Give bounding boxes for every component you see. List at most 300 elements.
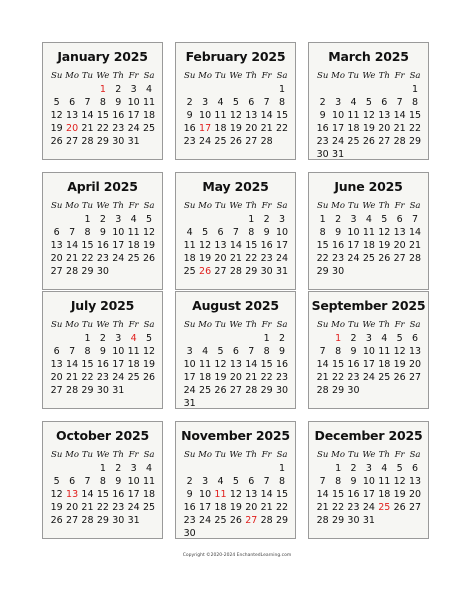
day-cell: 26 <box>229 136 242 147</box>
weekday-header: Th <box>378 320 390 330</box>
month-panel <box>175 42 296 160</box>
day-cell: 24 <box>127 123 140 134</box>
day-cell: 17 <box>362 359 375 370</box>
day-cell: 30 <box>112 136 125 147</box>
day-cell: 19 <box>142 359 156 370</box>
day-cell: 11 <box>199 359 212 370</box>
day-cell: 2 <box>335 214 342 225</box>
empty-cell <box>197 83 212 96</box>
weekday-header: Su <box>317 201 329 211</box>
day-grid <box>49 319 157 397</box>
day-cell: 20 <box>245 502 258 513</box>
day-grid <box>182 200 290 278</box>
month-panel <box>308 42 429 160</box>
day-cell: 6 <box>217 227 224 238</box>
day-cell: 27 <box>66 136 79 147</box>
day-cell: 15 <box>81 359 94 370</box>
day-cell: 13 <box>50 359 63 370</box>
copyright-notice: Copyright ©2020-2024 EnchantedLearning.com <box>182 553 292 558</box>
empty-cell <box>213 332 228 345</box>
day-cell: 3 <box>365 463 372 474</box>
day-cell: 18 <box>347 123 360 134</box>
day-cell: 8 <box>335 476 342 487</box>
month-title: April 2025 <box>67 179 138 194</box>
empty-cell <box>315 332 330 345</box>
empty-cell <box>64 462 79 475</box>
day-cell: 2 <box>319 97 326 108</box>
day-cell: 24 <box>332 136 345 147</box>
day-cell: 3 <box>186 346 193 357</box>
day-cell: 17 <box>275 240 289 251</box>
holiday-date: 20 <box>66 123 79 134</box>
weekday-header: Sa <box>143 201 155 211</box>
day-cell: 28 <box>229 266 242 277</box>
empty-cell <box>197 462 212 475</box>
day-cell: 30 <box>183 528 196 539</box>
weekday-header: Th <box>245 71 257 81</box>
day-cell: 18 <box>362 240 375 251</box>
day-cell: 3 <box>279 214 286 225</box>
day-cell: 30 <box>275 385 289 396</box>
day-cell: 10 <box>347 227 360 238</box>
day-cell: 22 <box>96 502 109 513</box>
weekday-header: Fr <box>261 320 272 330</box>
day-cell: 19 <box>393 359 406 370</box>
day-cell: 18 <box>127 240 140 251</box>
holiday-date: 1 <box>335 333 342 344</box>
day-cell: 28 <box>66 385 79 396</box>
day-grid <box>49 449 157 527</box>
day-cell: 30 <box>96 266 109 277</box>
day-cell: 19 <box>229 502 242 513</box>
day-cell: 25 <box>199 385 212 396</box>
day-cell: 6 <box>381 97 388 108</box>
day-cell: 16 <box>347 489 360 500</box>
day-cell: 18 <box>214 502 227 513</box>
day-cell: 17 <box>332 123 345 134</box>
day-cell: 27 <box>50 266 63 277</box>
weekday-header: Sa <box>276 201 288 211</box>
day-cell: 23 <box>347 502 360 513</box>
day-cell: 21 <box>66 253 79 264</box>
day-cell: 14 <box>316 489 329 500</box>
day-cell: 24 <box>199 515 212 526</box>
day-cell: 11 <box>378 476 391 487</box>
day-cell: 27 <box>393 253 406 264</box>
day-cell: 11 <box>127 346 140 357</box>
weekday-header: Mo <box>331 320 345 330</box>
day-cell: 26 <box>393 502 406 513</box>
day-cell: 2 <box>279 333 286 344</box>
day-cell: 27 <box>378 136 391 147</box>
empty-cell <box>228 462 243 475</box>
day-cell: 7 <box>396 97 403 108</box>
empty-cell <box>315 462 330 475</box>
day-cell: 19 <box>142 240 156 251</box>
day-cell: 8 <box>99 476 106 487</box>
empty-cell <box>80 462 95 475</box>
weekday-header: Th <box>112 450 124 460</box>
empty-cell <box>182 83 197 96</box>
day-cell: 3 <box>130 463 137 474</box>
day-cell: 31 <box>183 398 196 409</box>
day-cell: 12 <box>229 489 242 500</box>
day-cell: 2 <box>350 463 357 474</box>
empty-cell <box>49 213 64 226</box>
day-cell: 3 <box>202 97 209 108</box>
day-cell: 6 <box>248 476 255 487</box>
month-panel <box>42 172 163 290</box>
empty-cell <box>346 83 361 96</box>
day-cell: 20 <box>378 123 391 134</box>
day-cell: 15 <box>408 110 422 121</box>
day-cell: 10 <box>199 110 212 121</box>
day-cell: 15 <box>316 240 329 251</box>
day-cell: 8 <box>84 346 91 357</box>
day-cell: 6 <box>396 214 403 225</box>
day-cell: 25 <box>142 502 156 513</box>
day-cell: 23 <box>332 253 345 264</box>
day-cell: 24 <box>362 372 375 383</box>
day-cell: 16 <box>260 240 273 251</box>
day-cell: 31 <box>127 515 140 526</box>
day-cell: 7 <box>69 227 76 238</box>
weekday-header: Th <box>112 201 124 211</box>
day-cell: 24 <box>199 136 212 147</box>
day-grid <box>182 319 290 410</box>
day-cell: 10 <box>127 97 140 108</box>
day-cell: 16 <box>275 359 289 370</box>
holiday-date: 26 <box>199 266 212 277</box>
weekday-header: Mo <box>65 71 79 81</box>
day-cell: 5 <box>146 333 153 344</box>
holiday-date: 13 <box>66 489 79 500</box>
empty-cell <box>64 332 79 345</box>
day-cell: 22 <box>316 253 329 264</box>
weekday-header: Tu <box>214 201 227 211</box>
day-cell: 3 <box>335 97 342 108</box>
day-cell: 3 <box>115 333 122 344</box>
day-cell: 12 <box>229 110 242 121</box>
day-cell: 3 <box>130 84 137 95</box>
day-cell: 7 <box>84 476 91 487</box>
day-cell: 8 <box>412 97 419 108</box>
day-cell: 10 <box>112 227 125 238</box>
day-cell: 30 <box>332 266 345 277</box>
day-cell: 11 <box>214 110 227 121</box>
day-cell: 10 <box>362 346 375 357</box>
month-title: May 2025 <box>202 179 269 194</box>
day-cell: 18 <box>183 253 196 264</box>
weekday-header: Fr <box>128 201 139 211</box>
day-cell: 14 <box>260 489 273 500</box>
weekday-header: Fr <box>128 320 139 330</box>
day-cell: 7 <box>412 214 419 225</box>
day-cell: 25 <box>127 253 140 264</box>
empty-cell <box>49 332 64 345</box>
day-cell: 1 <box>412 84 419 95</box>
day-cell: 15 <box>260 359 273 370</box>
weekday-header: Fr <box>128 71 139 81</box>
day-cell: 10 <box>332 110 345 121</box>
weekday-header: Tu <box>347 450 360 460</box>
weekday-header: Tu <box>214 450 227 460</box>
day-grid <box>49 70 157 148</box>
empty-cell <box>228 83 243 96</box>
day-cell: 22 <box>332 502 345 513</box>
weekday-header: Sa <box>409 201 421 211</box>
empty-cell <box>361 83 376 96</box>
day-cell: 4 <box>130 214 137 225</box>
day-cell: 6 <box>69 476 76 487</box>
day-cell: 7 <box>319 476 326 487</box>
day-cell: 28 <box>245 385 258 396</box>
day-cell: 8 <box>248 227 255 238</box>
day-cell: 6 <box>412 333 419 344</box>
empty-cell <box>213 462 228 475</box>
weekday-header: We <box>229 450 243 460</box>
day-cell: 7 <box>319 346 326 357</box>
day-cell: 22 <box>96 123 109 134</box>
weekday-header: Tu <box>347 320 360 330</box>
day-cell: 20 <box>214 253 227 264</box>
empty-cell <box>182 462 197 475</box>
day-cell: 25 <box>142 123 156 134</box>
month-title: October 2025 <box>56 428 149 443</box>
day-cell: 21 <box>81 502 94 513</box>
day-cell: 13 <box>66 110 79 121</box>
day-cell: 21 <box>245 372 258 383</box>
day-cell: 10 <box>275 227 289 238</box>
day-cell: 7 <box>263 97 270 108</box>
day-cell: 14 <box>66 240 79 251</box>
day-cell: 5 <box>217 346 224 357</box>
day-cell: 28 <box>260 515 273 526</box>
day-cell: 30 <box>260 266 273 277</box>
day-cell: 27 <box>50 385 63 396</box>
day-cell: 14 <box>245 359 258 370</box>
day-cell: 28 <box>66 266 79 277</box>
day-cell: 18 <box>127 359 140 370</box>
day-cell: 12 <box>142 227 156 238</box>
month-title: June 2025 <box>334 179 403 194</box>
day-cell: 2 <box>186 476 193 487</box>
day-cell: 26 <box>50 515 63 526</box>
day-cell: 1 <box>248 214 255 225</box>
weekday-header: Th <box>378 450 390 460</box>
weekday-header: We <box>96 320 110 330</box>
empty-cell <box>197 213 212 226</box>
empty-cell <box>259 462 274 475</box>
weekday-header: Mo <box>331 71 345 81</box>
weekday-header: Fr <box>261 71 272 81</box>
empty-cell <box>244 83 259 96</box>
day-cell: 25 <box>183 266 196 277</box>
day-cell: 24 <box>127 502 140 513</box>
day-cell: 28 <box>81 136 94 147</box>
day-cell: 23 <box>183 515 196 526</box>
day-cell: 22 <box>408 123 422 134</box>
weekday-header: Mo <box>65 201 79 211</box>
day-cell: 16 <box>112 110 125 121</box>
day-cell: 8 <box>335 346 342 357</box>
day-cell: 24 <box>347 253 360 264</box>
day-cell: 22 <box>81 372 94 383</box>
day-cell: 15 <box>275 110 289 121</box>
day-cell: 1 <box>335 463 342 474</box>
weekday-header: Su <box>51 450 63 460</box>
day-cell: 29 <box>260 385 273 396</box>
weekday-header: Sa <box>143 320 155 330</box>
weekday-header: Th <box>378 201 390 211</box>
day-cell: 7 <box>232 227 239 238</box>
empty-cell <box>49 83 64 96</box>
day-cell: 6 <box>248 97 255 108</box>
weekday-header: Fr <box>394 201 405 211</box>
day-cell: 5 <box>146 214 153 225</box>
day-cell: 15 <box>275 489 289 500</box>
empty-cell <box>49 462 64 475</box>
day-cell: 14 <box>81 489 94 500</box>
day-cell: 21 <box>260 502 273 513</box>
day-cell: 26 <box>50 136 63 147</box>
day-cell: 12 <box>378 227 391 238</box>
day-cell: 13 <box>378 110 391 121</box>
weekday-header: Su <box>184 71 196 81</box>
weekday-header: Fr <box>394 320 405 330</box>
weekday-header: Mo <box>198 71 212 81</box>
weekday-header: Tu <box>214 71 227 81</box>
day-cell: 9 <box>350 476 357 487</box>
empty-cell <box>392 83 407 96</box>
day-cell: 8 <box>279 476 286 487</box>
day-cell: 9 <box>115 476 122 487</box>
weekday-header: Su <box>51 320 63 330</box>
day-cell: 19 <box>50 502 63 513</box>
day-cell: 7 <box>69 346 76 357</box>
day-grid <box>315 70 423 161</box>
day-cell: 29 <box>81 385 94 396</box>
day-cell: 16 <box>316 123 329 134</box>
weekday-header: Sa <box>409 450 421 460</box>
empty-cell <box>259 83 274 96</box>
day-cell: 30 <box>347 515 360 526</box>
day-cell: 26 <box>393 372 406 383</box>
day-cell: 5 <box>381 214 388 225</box>
day-cell: 14 <box>229 240 242 251</box>
day-cell: 4 <box>217 97 224 108</box>
day-cell: 31 <box>362 515 375 526</box>
day-cell: 23 <box>316 136 329 147</box>
month-title: September 2025 <box>311 298 426 313</box>
weekday-header: Sa <box>143 71 155 81</box>
day-cell: 22 <box>275 123 289 134</box>
day-cell: 8 <box>279 97 286 108</box>
day-cell: 30 <box>96 385 109 396</box>
day-cell: 20 <box>50 372 63 383</box>
day-cell: 10 <box>127 476 140 487</box>
day-cell: 13 <box>245 489 258 500</box>
day-cell: 20 <box>393 240 406 251</box>
day-cell: 10 <box>199 489 212 500</box>
day-cell: 5 <box>232 476 239 487</box>
day-cell: 18 <box>142 110 156 121</box>
month-title: February 2025 <box>185 49 286 64</box>
day-cell: 18 <box>214 123 227 134</box>
day-cell: 2 <box>186 97 193 108</box>
day-cell: 17 <box>199 502 212 513</box>
day-cell: 25 <box>362 253 375 264</box>
day-cell: 8 <box>319 227 326 238</box>
weekday-header: Tu <box>81 450 94 460</box>
day-cell: 25 <box>378 372 391 383</box>
weekday-header: We <box>229 320 243 330</box>
day-cell: 7 <box>263 476 270 487</box>
day-cell: 4 <box>146 463 153 474</box>
weekday-header: Tu <box>81 201 94 211</box>
day-cell: 23 <box>260 253 273 264</box>
day-cell: 24 <box>275 253 289 264</box>
empty-cell <box>228 213 243 226</box>
day-cell: 27 <box>245 136 258 147</box>
day-cell: 20 <box>50 253 63 264</box>
day-cell: 22 <box>332 372 345 383</box>
day-cell: 12 <box>50 110 63 121</box>
day-cell: 8 <box>99 97 106 108</box>
day-cell: 5 <box>365 97 372 108</box>
day-cell: 30 <box>112 515 125 526</box>
day-grid <box>182 70 290 148</box>
day-cell: 25 <box>214 515 227 526</box>
weekday-header: Tu <box>81 320 94 330</box>
day-cell: 26 <box>229 515 242 526</box>
day-cell: 28 <box>260 136 273 147</box>
day-cell: 18 <box>142 489 156 500</box>
day-cell: 4 <box>381 463 388 474</box>
day-cell: 9 <box>99 346 106 357</box>
weekday-header: Su <box>184 201 196 211</box>
day-cell: 31 <box>127 136 140 147</box>
day-cell: 23 <box>112 502 125 513</box>
weekday-header: Su <box>317 320 329 330</box>
day-cell: 21 <box>81 123 94 134</box>
day-cell: 5 <box>53 97 60 108</box>
day-cell: 23 <box>96 253 109 264</box>
day-cell: 17 <box>127 489 140 500</box>
day-cell: 19 <box>393 489 406 500</box>
day-cell: 17 <box>183 372 196 383</box>
day-cell: 7 <box>248 346 255 357</box>
day-cell: 21 <box>229 253 242 264</box>
day-cell: 17 <box>112 359 125 370</box>
day-cell: 1 <box>84 333 91 344</box>
empty-cell <box>244 462 259 475</box>
day-cell: 14 <box>316 359 329 370</box>
day-cell: 6 <box>53 346 60 357</box>
weekday-header: Tu <box>81 71 94 81</box>
day-cell: 23 <box>347 372 360 383</box>
month-panel <box>308 172 429 290</box>
month-title: December 2025 <box>314 428 423 443</box>
day-cell: 11 <box>142 476 156 487</box>
weekday-header: Fr <box>128 450 139 460</box>
empty-cell <box>228 332 243 345</box>
weekday-header: Fr <box>261 201 272 211</box>
day-cell: 24 <box>183 385 196 396</box>
day-cell: 19 <box>50 123 63 134</box>
day-cell: 20 <box>66 502 79 513</box>
day-cell: 27 <box>214 266 227 277</box>
